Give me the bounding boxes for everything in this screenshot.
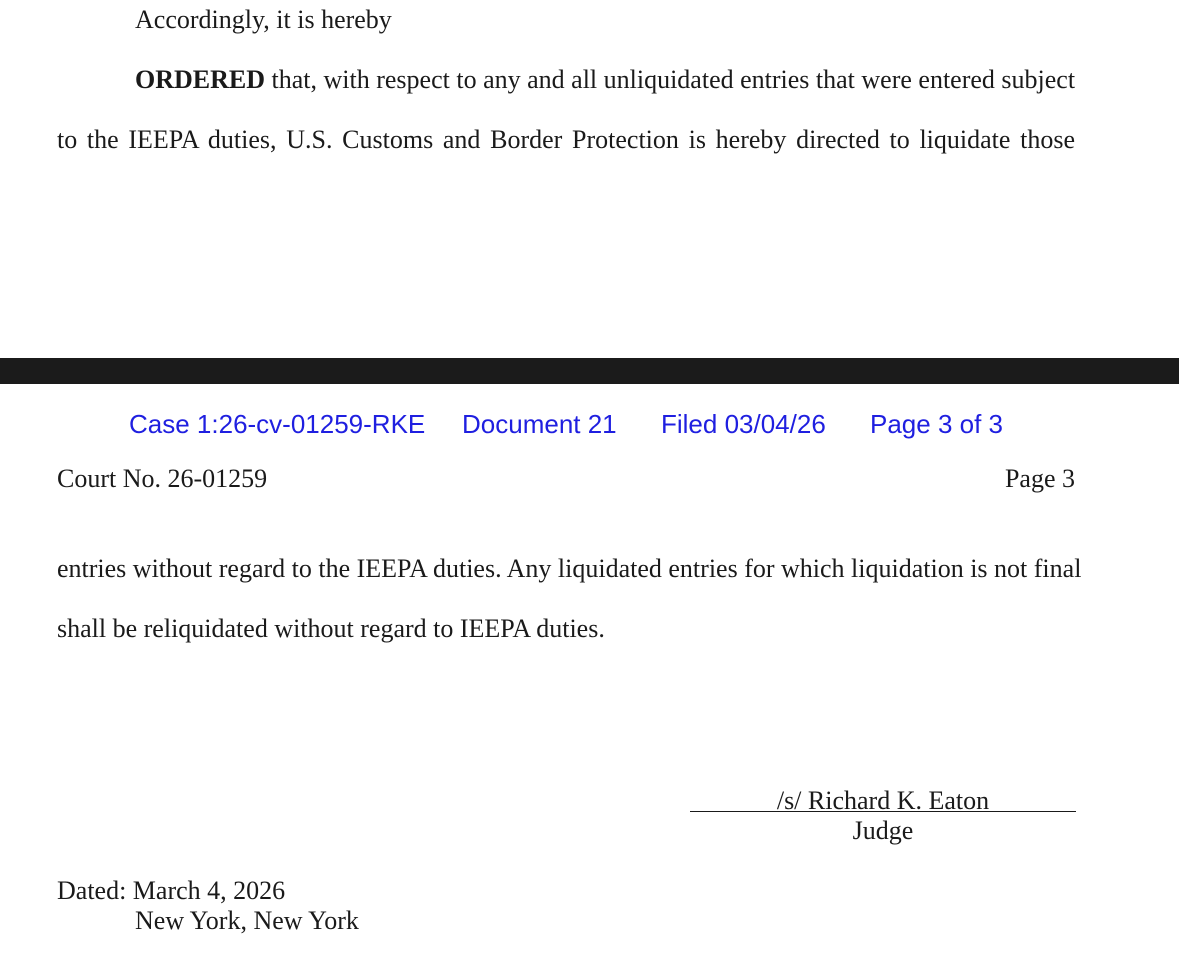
document-number-stamp: Document 21 <box>462 409 617 439</box>
judge-signature: /s/ Richard K. Eaton <box>776 786 990 815</box>
filed-date-stamp: Filed 03/04/26 <box>661 409 826 439</box>
signature-line <box>690 811 1076 812</box>
page-label: Page 3 <box>1004 464 1075 493</box>
dated-line: Dated: March 4, 2026 <box>57 876 286 905</box>
judge-title: Judge <box>852 816 914 845</box>
location-line: New York, New York <box>135 906 359 935</box>
court-number: Court No. 26-01259 <box>57 464 268 493</box>
ordered-paragraph-line <box>135 65 1075 95</box>
page-count-stamp: Page 3 of 3 <box>870 409 1003 439</box>
ordered-text: that, with respect to any and all unliquidated entries that were entered subject <box>265 65 1076 94</box>
case-number-stamp: Case 1:26-cv-01259-RKE <box>129 409 426 439</box>
entries-line: entries without regard to the IEEPA duties. Any liquidated entries for which liquidation is not final <box>57 554 1082 583</box>
directive-line: to the IEEPA duties, U.S. Customs and Border Protection is hereby directed to liquidate those <box>57 125 1075 154</box>
page-break-divider <box>0 358 1179 384</box>
ordered-keyword: ORDERED <box>135 65 266 94</box>
accordingly-line: Accordingly, it is hereby <box>135 5 392 34</box>
reliquidated-line: shall be reliquidated without regard to IEEPA duties. <box>57 614 605 643</box>
